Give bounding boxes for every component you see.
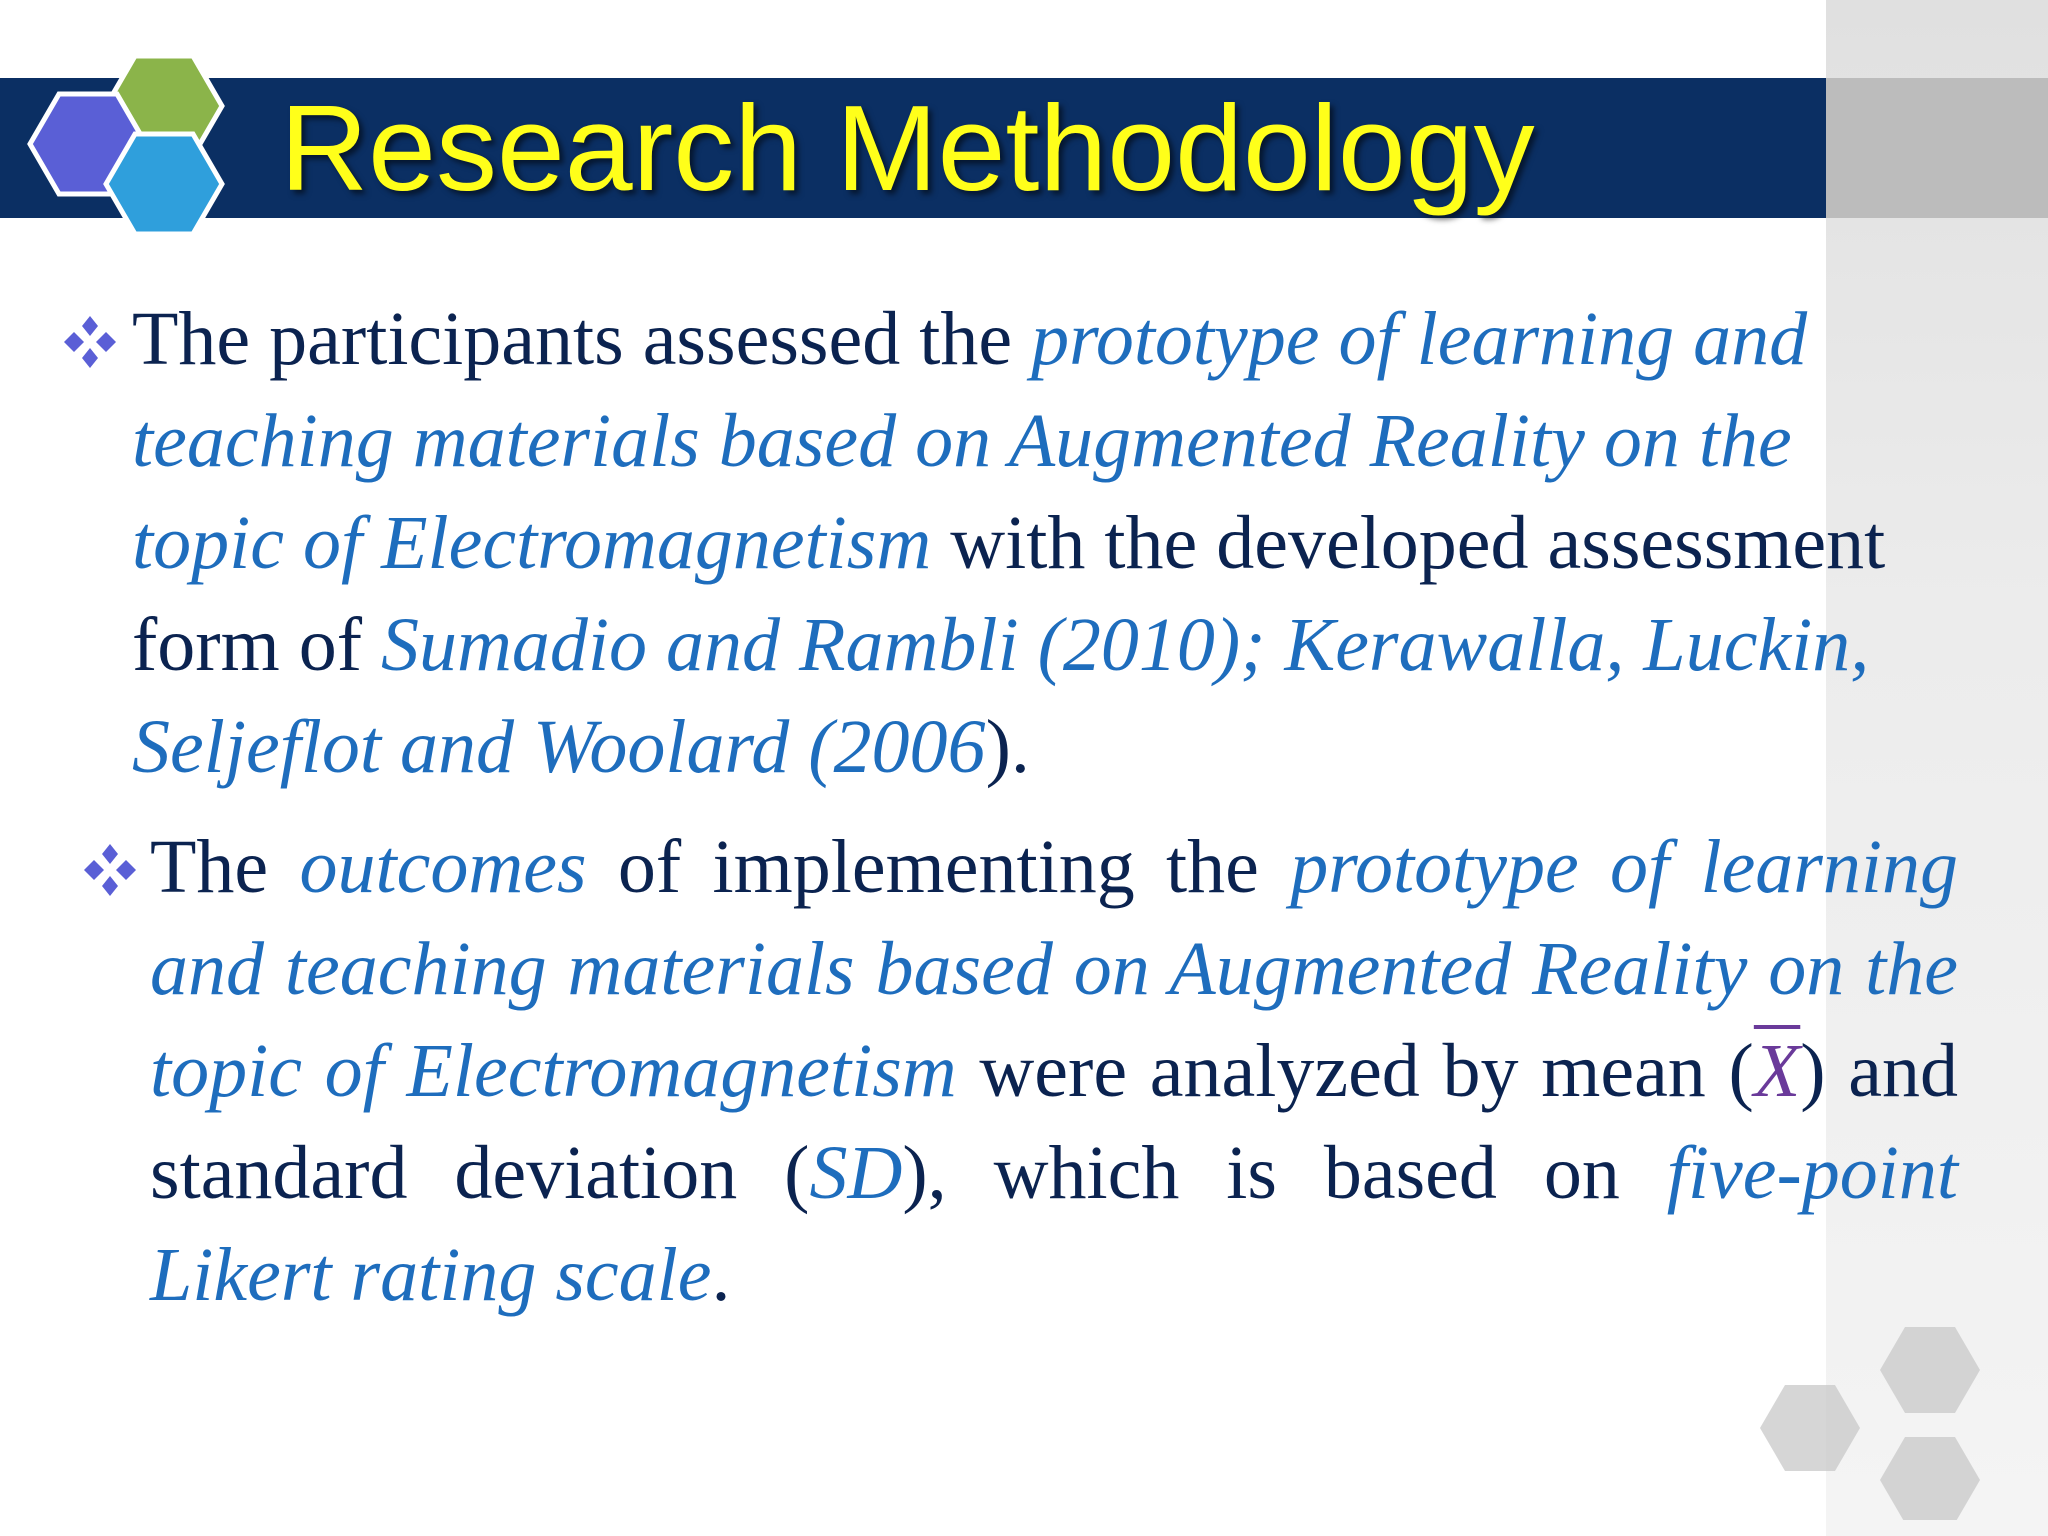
text-segment: with the developed assessment form of bbox=[132, 501, 1886, 687]
prototype-phrase: prototype of learning and teaching materials based on Augmented Reality on the topic of Electromagnetism bbox=[132, 297, 1808, 585]
hexagon-logo-icon bbox=[22, 44, 242, 254]
bullet-participants-assessment bbox=[132, 288, 1932, 798]
mean-symbol: $\overline{X}$ bbox=[1753, 1029, 1801, 1113]
likert-phrase: five-point Likert rating scale bbox=[150, 1131, 1958, 1317]
text-segment: ). bbox=[985, 705, 1030, 789]
text-segment: . bbox=[711, 1233, 731, 1317]
text-segment: The participants assessed the bbox=[132, 297, 1032, 381]
text-segment: ), which is based on bbox=[902, 1131, 1667, 1215]
text-segment: The bbox=[150, 825, 300, 909]
decorative-hexagons-icon bbox=[1710, 1320, 2010, 1520]
prototype-phrase: prototype of learning and teaching materials based on Augmented Reality on the topic of Electromagnetism bbox=[150, 825, 1959, 1113]
outcomes-word: outcomes bbox=[299, 825, 587, 909]
bullet-text bbox=[132, 288, 1932, 798]
sd-abbreviation: SD bbox=[809, 1131, 903, 1215]
citation-phrase: Sumadio and Rambli (2010); Kerawalla, Luckin, Seljeflot and Woolard (2006 bbox=[132, 603, 1870, 789]
slide-title: Research Methodology bbox=[280, 80, 1535, 216]
bullet-outcomes-analysis bbox=[150, 816, 1958, 1326]
text-segment: ) and standard deviation ( bbox=[150, 1029, 1959, 1215]
title-bar-gray-extension bbox=[1826, 78, 2048, 218]
four-diamond-bullet-icon bbox=[82, 842, 138, 898]
bullet-text bbox=[150, 816, 1958, 1326]
text-segment: of implementing the bbox=[586, 825, 1291, 909]
text-segment: were analyzed by mean ( bbox=[956, 1029, 1754, 1113]
four-diamond-bullet-icon bbox=[62, 314, 118, 370]
